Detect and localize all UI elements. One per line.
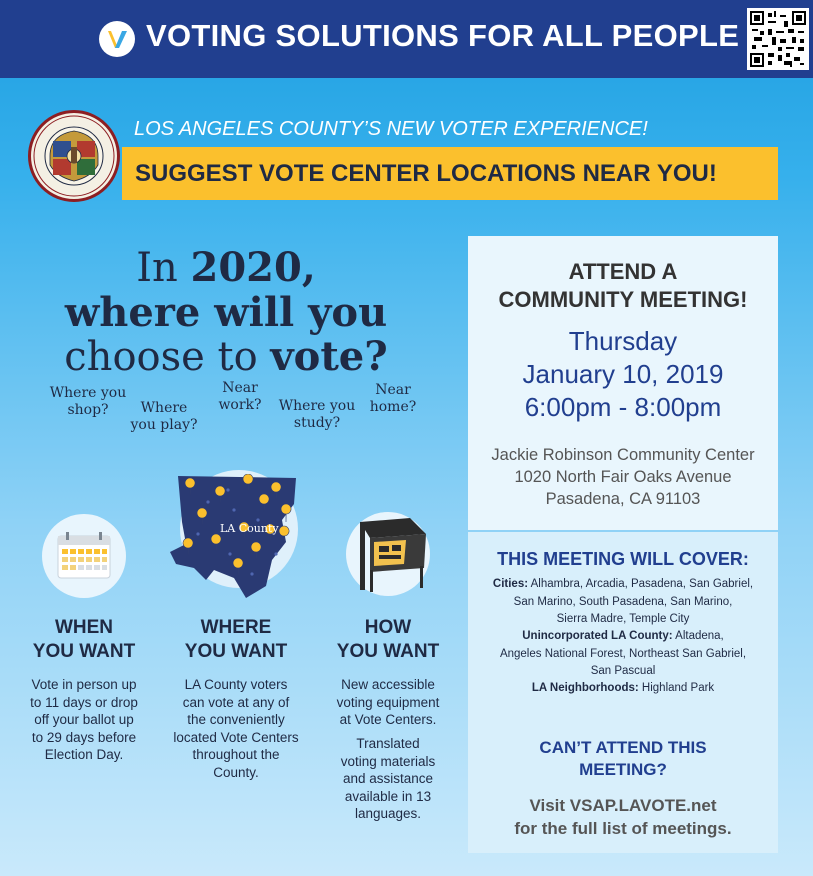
calendar-icon bbox=[42, 514, 126, 598]
meeting-day: Thursday bbox=[568, 326, 678, 356]
where-body: LA County voters can vote at any of the conveniently located Vote Centers throughout the County. bbox=[173, 677, 299, 780]
header-title: VOTING SOLUTIONS FOR ALL PEOPLE bbox=[146, 18, 740, 53]
coverage-heading: THIS MEETING WILL COVER: bbox=[497, 549, 749, 569]
when-heading: WHEN YOU WANT bbox=[32, 617, 136, 662]
vsap-v-logo-icon bbox=[99, 21, 135, 57]
meeting-street: 1020 North Fair Oaks Avenue bbox=[514, 468, 732, 486]
coverage-unincorporated: Unincorporated LA County: Altadena, Angeles National Forest, Northeast San Gabriel, San Pascual bbox=[499, 630, 747, 677]
headline-line-2: where will you bbox=[64, 289, 388, 336]
when-body: Vote in person up to 11 days or drop off your ballot up to 29 days before Election Day. bbox=[30, 677, 138, 762]
registrar-recorder-county-clerk-seal-icon bbox=[28, 110, 120, 202]
meeting-date: January 10, 2019 bbox=[522, 359, 724, 389]
meeting-venue: Jackie Robinson Community Center bbox=[491, 446, 755, 464]
headline-line-1: In 2020, bbox=[136, 244, 316, 291]
qr-code-icon[interactable] bbox=[747, 8, 809, 70]
visit-link-text[interactable]: Visit VSAP.LAVOTE.net for the full list of meetings. bbox=[514, 796, 732, 838]
map-label: LA County bbox=[220, 522, 279, 535]
voting-machine-icon bbox=[346, 512, 430, 596]
prompt-play: Where you play? bbox=[130, 400, 198, 433]
calendar-circle bbox=[42, 514, 126, 598]
prompt-home: Near home? bbox=[369, 382, 417, 415]
coverage-neighborhoods: LA Neighborhoods: Highland Park bbox=[531, 682, 715, 694]
headline-line-3: choose to vote? bbox=[64, 333, 388, 380]
how-heading: HOW YOU WANT bbox=[336, 617, 440, 662]
prompt-study: Where you study? bbox=[278, 398, 356, 431]
coverage-cities: Cities: Alhambra, Arcadia, Pasadena, San Gabriel, San Marino, South Pasadena, San Marino, Sierra Madre, Temple City bbox=[492, 578, 754, 625]
meeting-city: Pasadena, CA 91103 bbox=[545, 490, 701, 508]
cant-attend-heading: CAN’T ATTEND THIS MEETING? bbox=[539, 738, 707, 779]
cta-banner-text: SUGGEST VOTE CENTER LOCATIONS NEAR YOU! bbox=[135, 160, 717, 187]
voting-machine-circle bbox=[346, 512, 430, 596]
meeting-heading: ATTEND A COMMUNITY MEETING! bbox=[498, 259, 748, 312]
how-body: New accessible voting equipment at Vote Centers. bbox=[336, 677, 440, 727]
meeting-time: 6:00pm - 8:00pm bbox=[524, 392, 722, 422]
where-heading: WHERE YOU WANT bbox=[184, 617, 288, 662]
prompt-shop: Where you shop? bbox=[49, 385, 127, 418]
tagline: LOS ANGELES COUNTY’S NEW VOTER EXPERIENCE! bbox=[134, 118, 648, 140]
la-county-map-icon bbox=[168, 474, 308, 604]
prompt-work: Near work? bbox=[218, 380, 262, 413]
how-body-translated: Translated voting materials and assistance available in 13 languages. bbox=[340, 736, 436, 821]
